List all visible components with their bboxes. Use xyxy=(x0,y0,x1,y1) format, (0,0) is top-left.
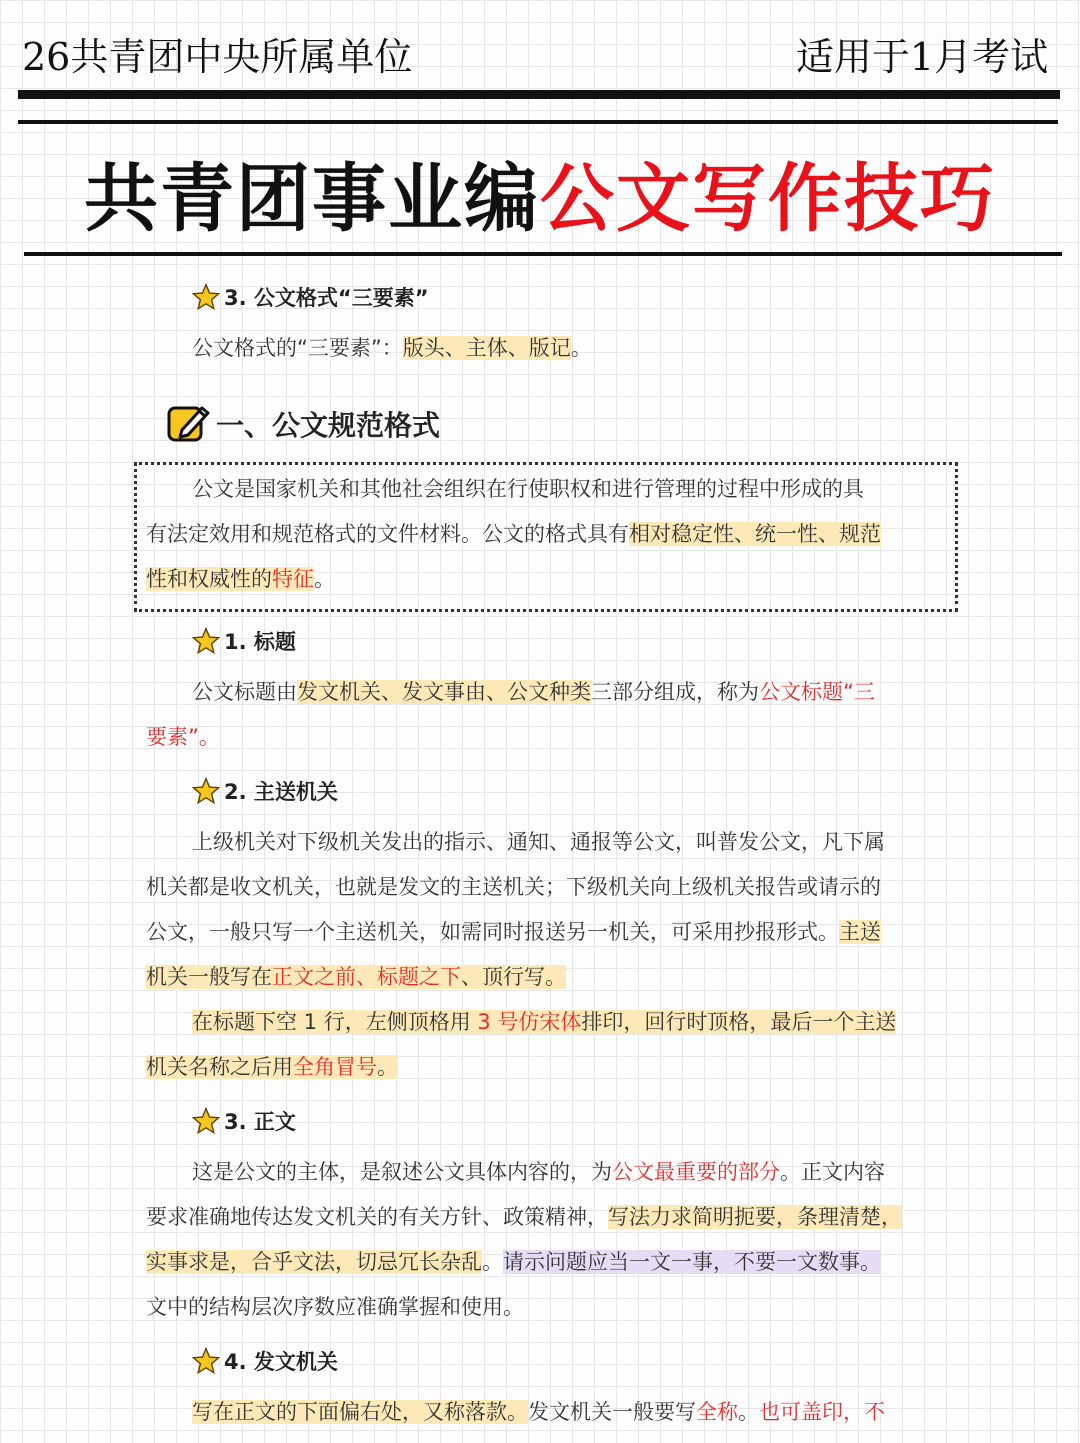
star-icon xyxy=(192,627,220,655)
red-highlight: 全角冒号 xyxy=(293,1055,377,1079)
red-highlight: 3 号仿宋体 xyxy=(477,1010,582,1034)
text: 这是公文的主体，是叙述公文具体内容的，为 xyxy=(192,1160,612,1184)
top-left-label: 26共青团中央所属单位 xyxy=(22,35,413,79)
highlight: 在标题下空 1 行，左侧顶格用 xyxy=(192,1010,478,1034)
text: 三部分组成，称为 xyxy=(591,680,759,704)
text-line: 上级机关对下级机关发出的指示、通知、通报等公文，叫普发公文，凡下属 xyxy=(192,830,885,854)
body-paragraph xyxy=(146,1150,944,1330)
def-highlight: 相对稳定性、统一性、规范 xyxy=(629,522,881,546)
purple-highlight: 请示问题应当一文一事，不要一文数事。 xyxy=(503,1250,881,1274)
red-text: 也可盖印，不 xyxy=(759,1400,885,1424)
section-heading xyxy=(166,402,440,446)
red-text: 公文最重要的部分 xyxy=(612,1160,780,1184)
highlight: 机关一般写在 xyxy=(146,965,272,989)
definition-paragraph xyxy=(146,467,944,602)
text: 公文，一般只写一个主送机关，如需同时报送另一机关，可采用抄报形式。 xyxy=(146,920,839,944)
highlight: 写在正文的下面偏右处，又称落款。 xyxy=(192,1400,528,1424)
highlight: 写法力求简明扼要，条理清楚， xyxy=(608,1205,902,1229)
page-title xyxy=(0,140,1080,246)
text: 要求准确地传达发文机关的有关方针、政策精神， xyxy=(146,1205,608,1229)
highlight: 排印，回行时顶格，最后一个主送 xyxy=(581,1010,897,1034)
highlight: 主送 xyxy=(839,920,881,944)
red-text: 全称 xyxy=(696,1400,738,1424)
star-icon xyxy=(192,1107,220,1135)
heading-text: 3. 正文 xyxy=(224,1110,296,1134)
red-text: 要素”。 xyxy=(146,725,220,749)
intro-text: 公文格式的“三要素”： xyxy=(192,336,403,360)
edit-note-icon xyxy=(166,402,212,446)
star-icon xyxy=(192,1347,220,1375)
section-heading-text: 一、公文规范格式 xyxy=(216,409,441,442)
highlight: 实事求是，合乎文法，切忌冗长杂乱 xyxy=(146,1250,482,1274)
highlight: 机关名称之后用 xyxy=(146,1055,293,1079)
heading-title-section xyxy=(192,626,296,656)
intro-period: 。 xyxy=(570,336,592,360)
text: 公文标题由 xyxy=(192,680,297,704)
text: 发文机关一般要写 xyxy=(528,1400,696,1424)
text: 。正文内容 xyxy=(780,1160,885,1184)
intro-heading xyxy=(192,282,429,312)
heading-text: 2. 主送机关 xyxy=(224,780,338,804)
red-text: 公文标题“三 xyxy=(759,680,875,704)
star-icon xyxy=(192,283,220,311)
intro-heading-text: 3. 公文格式“三要素” xyxy=(224,286,429,310)
star-icon xyxy=(192,777,220,805)
text-line: 文中的结构层次序数应准确掌握和使用。 xyxy=(146,1295,524,1319)
text: 。 xyxy=(738,1400,759,1424)
highlight: 、顶行写。 xyxy=(461,965,566,989)
highlight: 。 xyxy=(377,1055,398,1079)
red-highlight: 正文之前、标题之下 xyxy=(272,965,461,989)
title-black-part: 共青团事业编 xyxy=(84,156,540,242)
intro-paragraph xyxy=(192,326,892,371)
def-line-1: 公文是国家机关和其他社会组织在行使职权和进行管理的过程中形成的具 xyxy=(192,477,864,501)
issuer-paragraph xyxy=(146,1390,944,1435)
text: 。 xyxy=(482,1250,503,1274)
top-divider-thick xyxy=(18,90,1060,99)
text-line: 机关都是收文机关，也就是发文的主送机关；下级机关向上级机关报告或请示的 xyxy=(146,875,881,899)
top-bar xyxy=(0,0,1080,100)
title-red-part: 公文写作技巧 xyxy=(540,156,996,242)
intro-highlight: 版头、主体、版记 xyxy=(402,336,571,360)
def-highlight-2: 性和权威性的 xyxy=(146,567,272,591)
title-divider xyxy=(24,252,1062,256)
title-paragraph xyxy=(146,670,944,760)
heading-main-recipient xyxy=(192,776,338,806)
highlight: 发文机关、发文事由、公文种类 xyxy=(297,680,591,704)
def-period: 。 xyxy=(314,567,335,591)
heading-issuing-organ xyxy=(192,1346,338,1376)
recipient-paragraph xyxy=(146,820,944,1090)
top-right-label: 适用于1月考试 xyxy=(795,35,1048,79)
heading-body-text xyxy=(192,1106,296,1136)
heading-text: 1. 标题 xyxy=(224,630,296,654)
def-text: 有法定效用和规范格式的文件材料。公文的格式具有 xyxy=(146,522,629,546)
heading-text: 4. 发文机关 xyxy=(224,1350,338,1374)
def-red-text: 特征 xyxy=(272,567,314,591)
top-divider-thin xyxy=(18,120,1058,124)
